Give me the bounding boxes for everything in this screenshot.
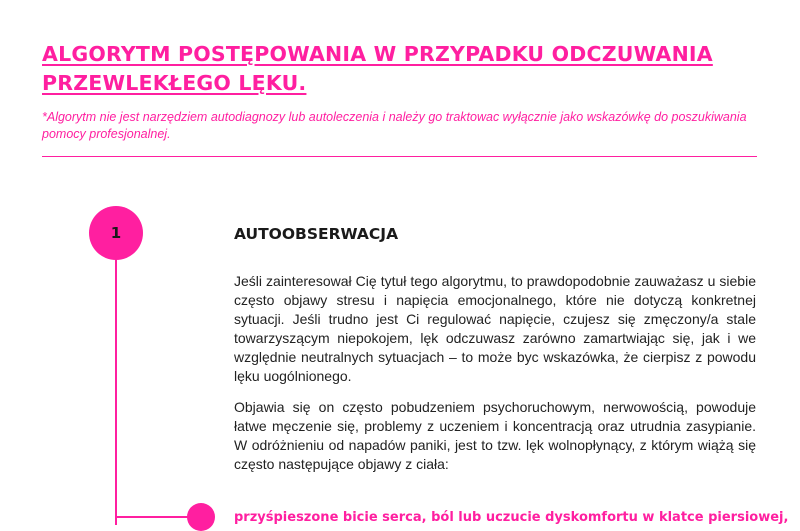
symptom-item: przyśpieszone bicie serca, ból lub uczucie dyskomfortu w klatce piersiowej,: [234, 510, 789, 525]
step-paragraph-2: Objawia się on często pobudzeniem psychoruchowym, nerwowością, powoduje łatwe męczenie się, problemy z uczeniem i koncentracją oraz utrudnia zasypianie. W odróżnieniu od napadów paniki, jest to tzw. lęk wolnopłynący, z którym wiążą się często następujące objawy z ciała:: [234, 399, 756, 472]
timeline-line: [115, 255, 117, 525]
disclaimer: *Algorytm nie jest narzędziem autodiagnozy lub autoleczenia i należy go traktowac wyłącznie jako wskazówkę do poszukiwania pomocy profesjonalnej.: [42, 110, 747, 141]
step-number-badge: [89, 206, 143, 260]
bullet-dot-icon: [187, 503, 215, 531]
step-heading: AUTOOBSERWACJA: [234, 225, 399, 243]
step-paragraph-1: Jeśli zainteresował Cię tytuł tego algorytmu, to prawdopodobnie zauważasz u siebie często objawy stresu i napięcia emocjonalnego, które nie dotyczą konkretnej sytuacji. Jeśli trudno jest Ci regulować napięcie, czujesz się zmęczony/a stale towarzyszącym niepokojem, lęk odczuwasz zarówno zamartwiając się, jak i we względnie neutralnych sytuacjach – to może byc wskazówka, że cierpisz z powodu lęku uogólnionego.: [234, 273, 756, 384]
divider: [42, 156, 757, 157]
page-title: ALGORYTM POSTĘPOWANIA W PRZYPADKU ODCZUWANIA PRZEWLEKŁEGO LĘKU.: [42, 42, 713, 95]
branch-line: [116, 516, 194, 518]
step-number: 1: [110, 224, 122, 242]
